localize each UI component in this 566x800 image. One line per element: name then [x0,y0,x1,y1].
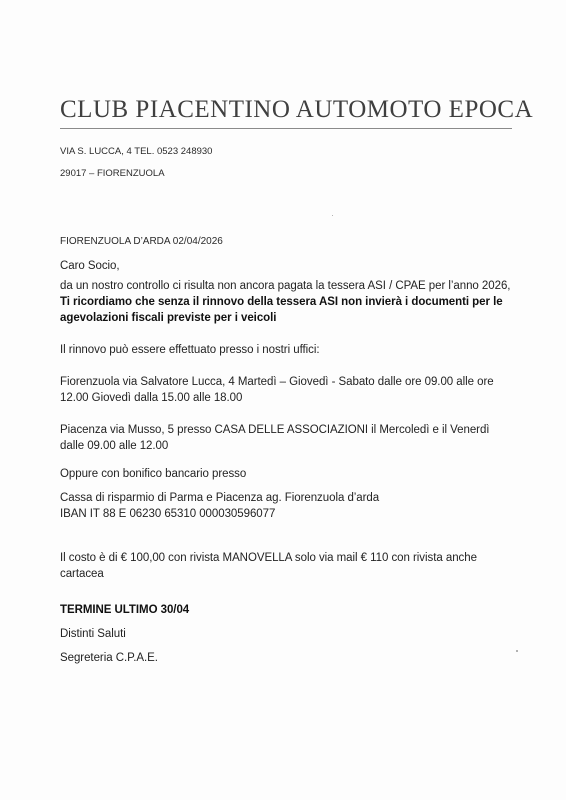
iban: IBAN IT 88 E 06230 65310 000030596077 [60,508,276,520]
deadline: TERMINE ULTIMO 30/04 [60,604,190,616]
club-title: CLUB PIACENTINO AUTOMOTO EPOCA [60,96,534,123]
cost-line-1: Il costo è di € 100,00 con rivista MANOVELLA solo via mail € 110 con rivista anche [60,552,477,564]
date-line: FIORENZUOLA D’ARDA 02/04/2026 [60,236,223,247]
scan-speck [516,650,518,652]
greeting: Caro Socio, [60,260,120,272]
transfer-intro: Oppure con bonifico bancario presso [60,468,247,480]
warning-line-2: agevolazioni fiscali previste per i veicoli [60,312,277,324]
address-line-2: 29017 – FIORENZUOLA [60,168,165,179]
header-divider [60,128,512,129]
signature: Segreteria C.P.A.E. [60,652,158,664]
office-2-line-1: Piacenza via Musso, 5 presso CASA DELLE ASSOCIAZIONI il Mercoledì e il Venerdì [60,424,490,436]
closing: Distinti Saluti [60,628,126,640]
warning-line-1: Ti ricordiamo che senza il rinnovo della tessera ASI non invierà i documenti per le [60,296,503,308]
office-1-line-1: Fiorenzuola via Salvatore Lucca, 4 Martedì – Giovedì - Sabato dalle ore 09.00 alle ore [60,376,494,388]
scan-speck [332,215,333,216]
renewal-intro: Il rinnovo può essere effettuato presso i nostri uffici: [60,344,320,356]
office-1-line-2: 12.00 Giovedì dalla 15.00 alle 18.00 [60,392,243,404]
address-line-1: VIA S. LUCCA, 4 TEL. 0523 248930 [60,146,213,157]
bank-name: Cassa di risparmio di Parma e Piacenza ag. Fiorenzuola d’arda [60,492,380,504]
cost-line-2: cartacea [60,568,104,580]
office-2-line-2: dalle 09.00 alle 12.00 [60,440,169,452]
intro-text: da un nostro controllo ci risulta non ancora pagata la tessera ASI / CPAE per l’anno 2026, [60,280,511,292]
